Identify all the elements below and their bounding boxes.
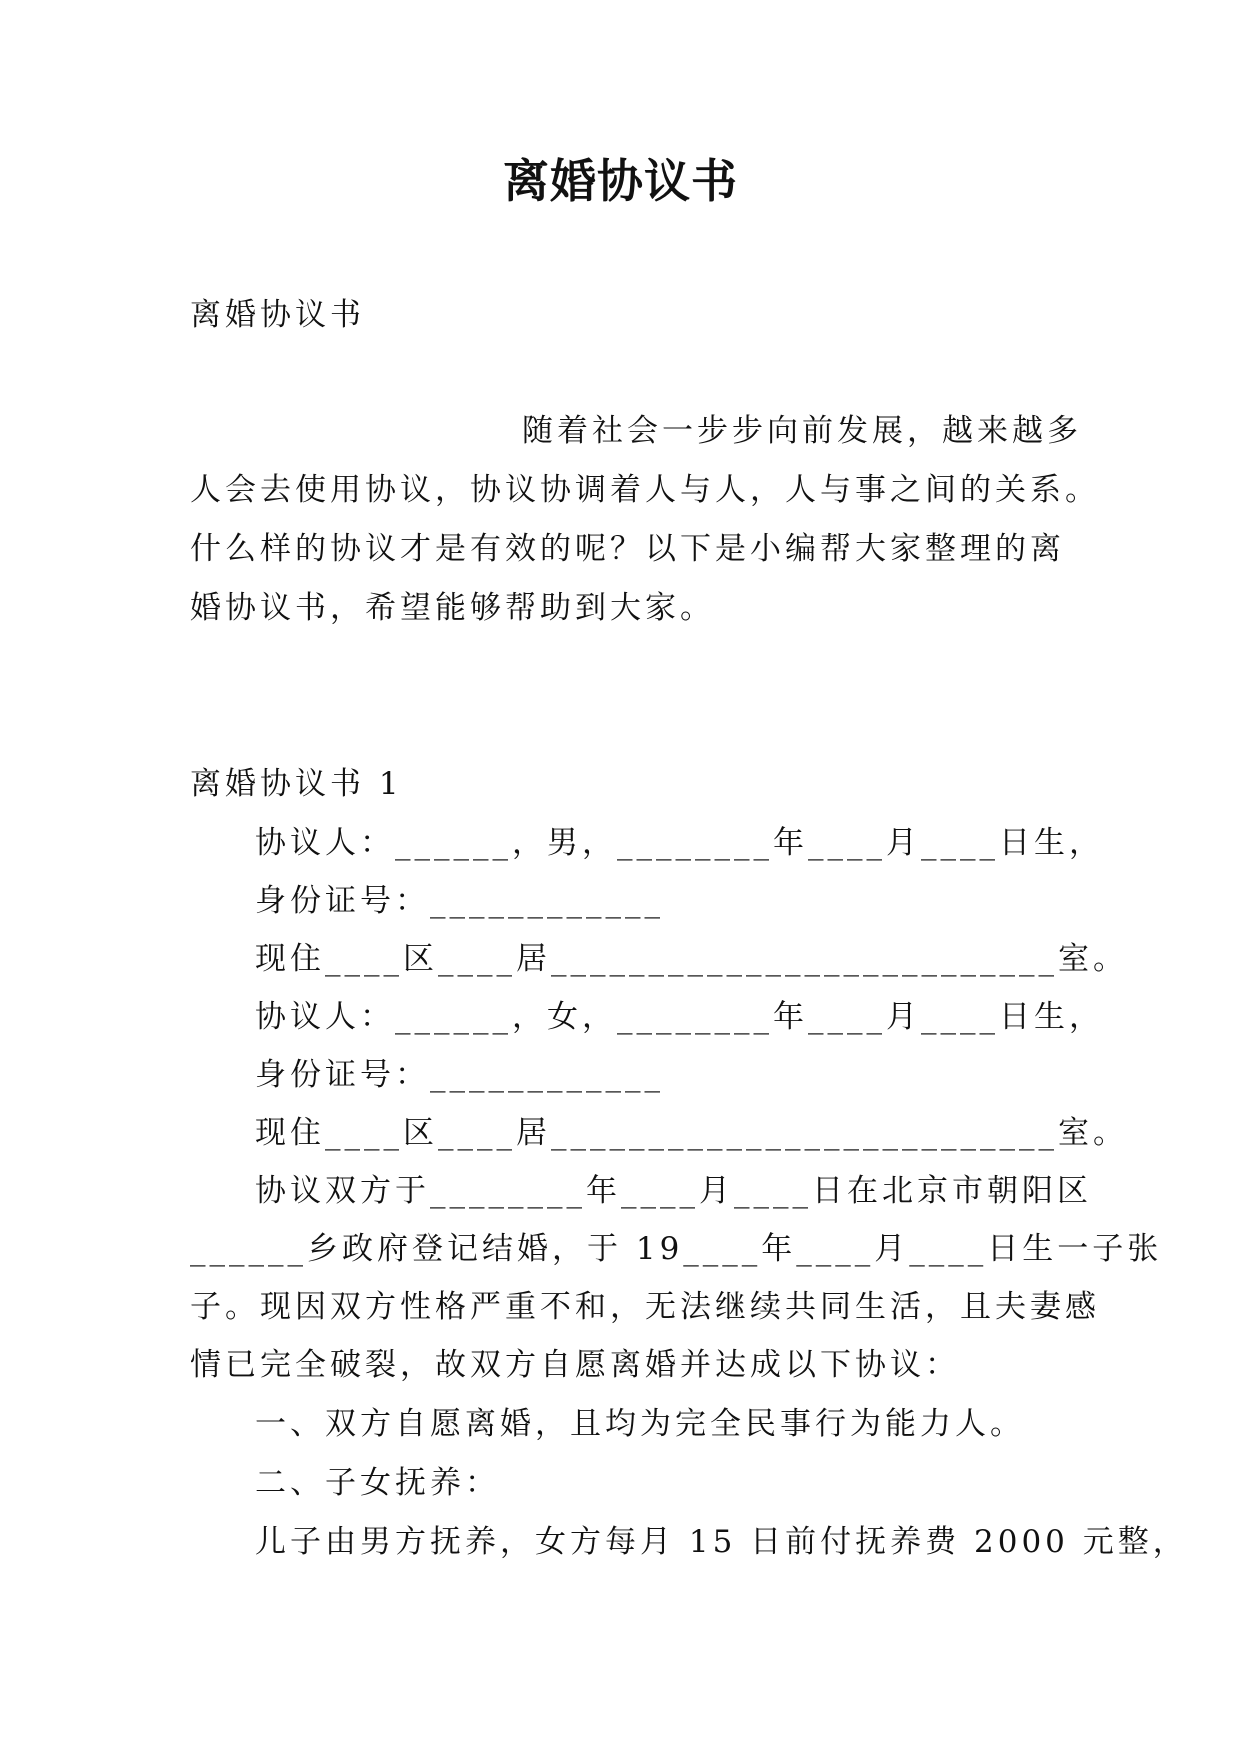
- intro-paragraph-line: 人会去使用协议，协议协调着人与人，人与事之间的关系。: [190, 472, 1100, 508]
- section-heading: 离婚协议书 1: [190, 766, 403, 802]
- body-paragraph-line: 子。现因双方性格严重不和，无法继续共同生活，且夫妻感: [190, 1289, 1100, 1325]
- party2-id-line: 身份证号：____________: [255, 1057, 664, 1093]
- intro-paragraph-line: 随着社会一步步向前发展，越来越多: [522, 413, 1082, 449]
- party1-address-line: 现住____区____居__________________________室。: [255, 941, 1128, 977]
- party1-info-line: 协议人：______，男，________年____月____日生，: [255, 825, 1104, 861]
- party2-address-line: 现住____区____居__________________________室。: [255, 1115, 1128, 1151]
- intro-paragraph-line: 婚协议书，希望能够帮助到大家。: [190, 590, 715, 626]
- party1-id-line: 身份证号：____________: [255, 883, 664, 919]
- clause-line: 儿子由男方抚养，女方每月 15 日前付抚养费 2000 元整，: [255, 1524, 1188, 1560]
- intro-paragraph-line: 什么样的协议才是有效的呢？以下是小编帮大家整理的离: [190, 531, 1065, 567]
- document-subtitle: 离婚协议书: [190, 297, 365, 333]
- body-paragraph-line: 情已完全破裂，故双方自愿离婚并达成以下协议：: [190, 1347, 960, 1383]
- party2-info-line: 协议人：______，女，________年____月____日生，: [255, 999, 1104, 1035]
- document-title: 离婚协议书: [503, 154, 738, 208]
- clause-line: 一、双方自愿离婚，且均为完全民事行为能力人。: [255, 1406, 1025, 1442]
- body-paragraph-line: ______乡政府登记结婚，于 19____年____月____日生一子张: [190, 1231, 1163, 1267]
- body-paragraph-line: 协议双方于________年____月____日在北京市朝阳区: [255, 1173, 1092, 1209]
- clause-line: 二、子女抚养：: [255, 1465, 500, 1501]
